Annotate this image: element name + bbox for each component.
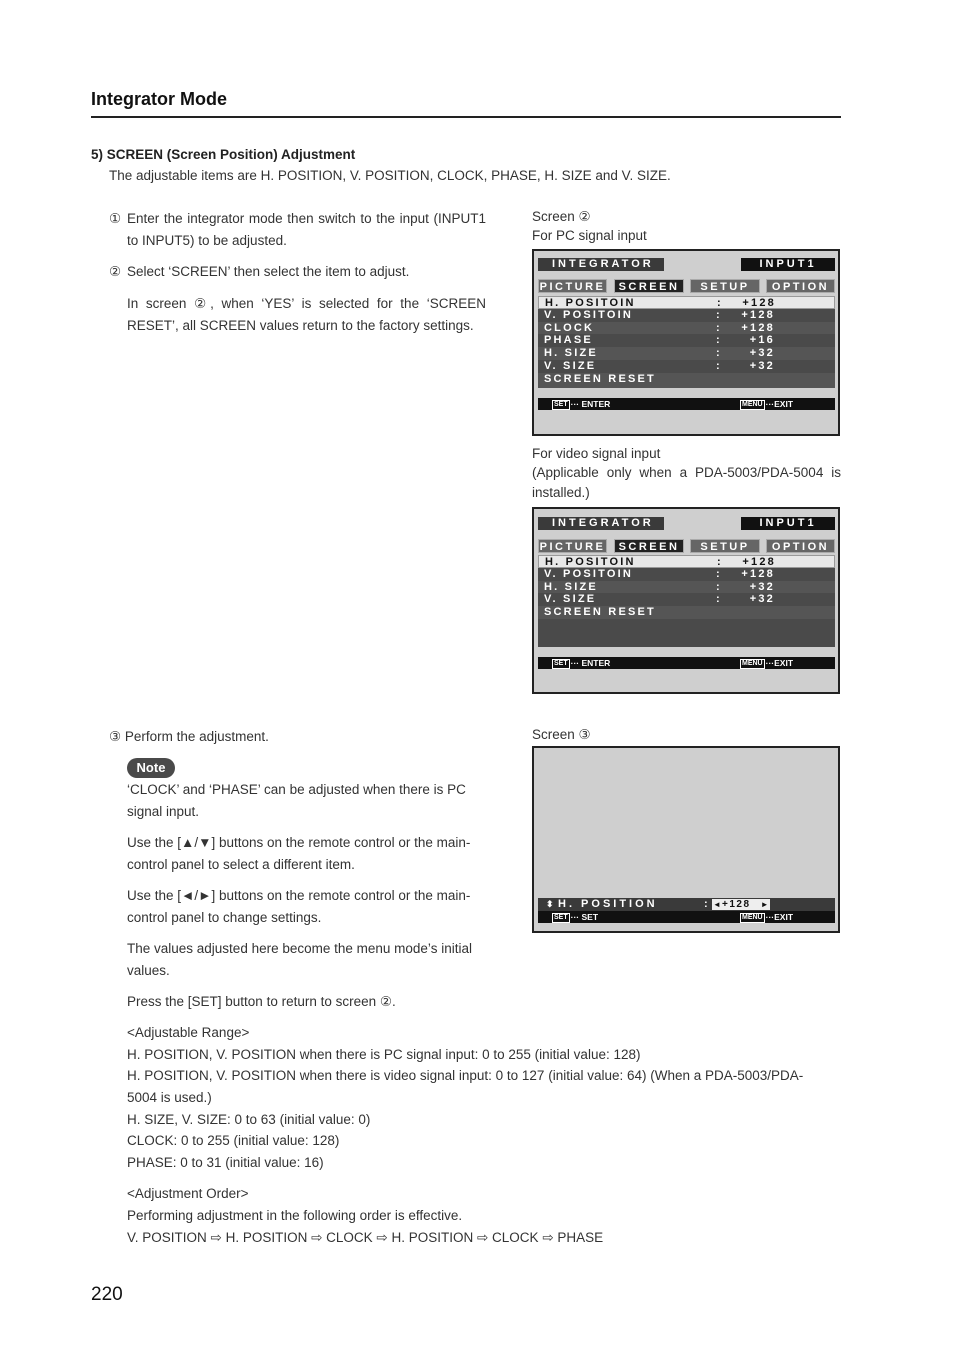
caption-video: For video signal input: [532, 446, 661, 461]
tab-screen: SCREEN: [614, 279, 684, 293]
menu-row: SCREEN RESET: [544, 372, 656, 385]
range-line: H. POSITION, V. POSITION when there is PC signal input: 0 to 255 (initial value: 128): [127, 1047, 641, 1062]
osd-footer: SET ··· SET MENU ···EXIT: [538, 911, 835, 923]
left-arrow-icon: ◄: [713, 900, 723, 909]
menu-row: PHASE : +16: [538, 334, 835, 347]
step3-text: ③ Perform the adjustment.: [109, 729, 269, 744]
osd-input-label: INPUT1: [741, 258, 835, 271]
osd-menu-list: [538, 296, 835, 388]
menu-row-empty: [538, 619, 835, 647]
range-line: 5004 is used.): [127, 1090, 212, 1105]
adjust-value-box: [712, 899, 770, 910]
menu-key: MENU: [742, 401, 763, 408]
caption-screen2: Screen ②: [532, 209, 591, 224]
adjust-value: +128: [722, 899, 751, 910]
up-down-icon: ⬍: [546, 899, 554, 909]
tab-picture: PICTURE: [539, 281, 606, 293]
set-key: SET: [554, 401, 568, 408]
step2-text: Select ‘SCREEN’ then select the item to adjust.: [127, 264, 410, 279]
menu-row: V. POSITOIN : +128: [538, 568, 835, 581]
section-intro: The adjustable items are H. POSITION, V. POSITION, CLOCK, PHASE, H. SIZE and V. SIZE.: [109, 168, 671, 183]
note-paragraph: Use the [◄/►] buttons on the remote control or the main-control panel to change settings.: [127, 888, 471, 925]
menu-row: H. SIZE : +32: [544, 580, 775, 593]
tab-setup: SETUP: [690, 279, 760, 293]
step1-text: Enter the integrator mode then switch to the input (INPUT1 to INPUT5) to be adjusted.: [127, 211, 486, 248]
osd-screen-adjust: [532, 746, 840, 933]
caption-pc: For PC signal input: [532, 228, 647, 243]
menu-key: MENU: [742, 914, 763, 921]
menu-row: H. SIZE : +32: [544, 347, 775, 360]
page-title: Integrator Mode: [91, 89, 228, 109]
adjust-colon: :: [704, 898, 711, 910]
menu-row: V. SIZE : +32: [538, 593, 835, 606]
menu-row: H. POSITOIN : +128: [538, 296, 835, 309]
tab-setup: SETUP: [690, 539, 760, 553]
range-line: H. SIZE, V. SIZE: 0 to 63 (initial value: 0): [127, 1112, 371, 1127]
note-paragraph: ‘CLOCK’ and ‘PHASE’ can be adjusted when there is PC signal input.: [127, 782, 466, 819]
osd-screen-video: [532, 507, 840, 694]
adjust-label: H. POSITION: [558, 898, 658, 910]
osd-title: INTEGRATOR: [538, 517, 664, 530]
step2-number: ②: [109, 264, 122, 279]
note-paragraph: Use the [▲/▼] buttons on the remote control or the main-control panel to select a different item.: [127, 835, 471, 872]
tab-picture: PICTURE: [539, 541, 606, 553]
caption-video-note: (Applicable only when a PDA-5003/PDA-5004 is installed.): [532, 465, 841, 500]
osd-adjust-bar: [538, 898, 835, 911]
note-paragraph: Press the [SET] button to return to screen ②.: [127, 994, 396, 1009]
menu-key: MENU: [742, 660, 763, 667]
step2-detail: In screen ②, when ‘YES’ is selected for the ‘SCREEN RESET’, all SCREEN values return to the factory settings.: [127, 296, 486, 333]
menu-row: V. POSITOIN : +128: [538, 309, 835, 322]
menu-row: V. SIZE : +32: [538, 360, 835, 373]
menu-row: H. POSITOIN : +128: [538, 555, 835, 568]
menu-row: CLOCK : +128: [544, 321, 775, 334]
order-heading: <Adjustment Order>: [127, 1186, 249, 1201]
note-paragraph: The values adjusted here become the menu mode’s initial values.: [127, 941, 472, 978]
range-line: PHASE: 0 to 31 (initial value: 16): [127, 1155, 324, 1170]
osd-screen-pc: [532, 249, 840, 436]
right-arrow-icon: ►: [760, 900, 770, 909]
order-sequence: V. POSITION ⇨ H. POSITION ⇨ CLOCK ⇨ H. POSITION ⇨ CLOCK ⇨ PHASE: [127, 1230, 604, 1245]
note-badge: Note: [127, 758, 175, 778]
tab-screen: SCREEN: [614, 539, 684, 553]
tab-option: OPTION: [766, 279, 835, 293]
osd-footer: SET ··· ENTER MENU ···EXIT: [538, 398, 835, 410]
section-heading: 5) SCREEN (Screen Position) Adjustment: [91, 147, 356, 162]
set-key: SET: [554, 660, 568, 667]
range-heading: <Adjustable Range>: [127, 1025, 250, 1040]
range-line: CLOCK: 0 to 255 (initial value: 128): [127, 1133, 340, 1148]
osd-title: INTEGRATOR: [538, 258, 664, 271]
order-line: Performing adjustment in the following order is effective.: [127, 1208, 463, 1223]
range-line: H. POSITION, V. POSITION when there is video signal input: 0 to 127 (initial value: 64) (When a PDA-5003/PDA-: [127, 1068, 804, 1083]
osd-footer: SET ··· ENTER MENU ···EXIT: [538, 657, 835, 669]
page-number: 220: [91, 1284, 123, 1305]
menu-row: SCREEN RESET: [544, 606, 656, 619]
step1-number: ①: [109, 211, 122, 226]
osd-menu-list: [538, 555, 835, 647]
osd-input-label: INPUT1: [741, 517, 835, 530]
tab-option: OPTION: [766, 539, 835, 553]
caption-screen3: Screen ③: [532, 727, 591, 742]
set-key: SET: [554, 914, 568, 921]
header-divider: [91, 116, 841, 118]
